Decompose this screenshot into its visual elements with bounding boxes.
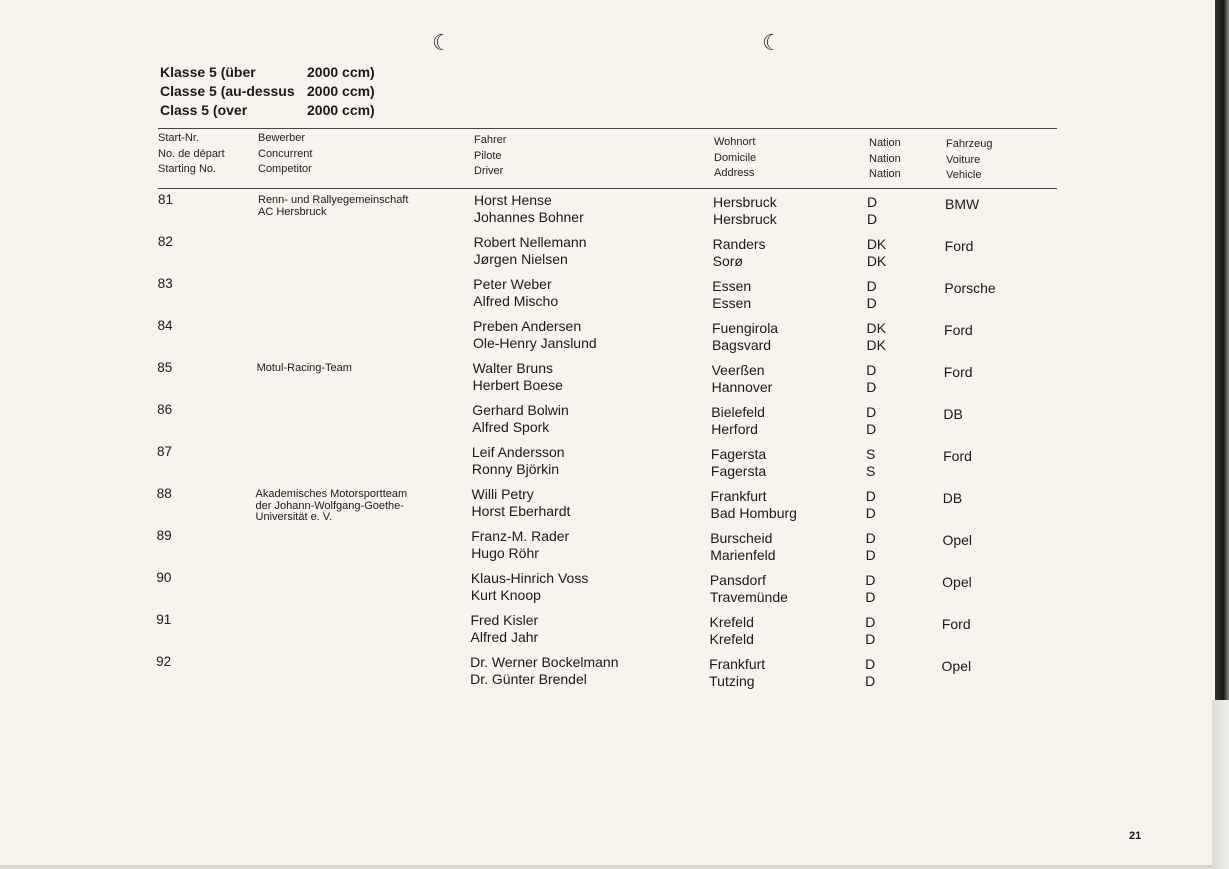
class-title-ccm: 2000 ccm) — [307, 102, 375, 118]
driver-name: Walter Bruns — [472, 360, 553, 376]
residence-town: Krefeld — [709, 631, 754, 647]
start-number: 83 — [157, 276, 173, 291]
nation-code: D — [865, 631, 876, 647]
header-label: Wohnort — [714, 136, 756, 148]
driver-name: Alfred Spork — [472, 419, 550, 435]
competitor-line: AC Hersbruck — [258, 205, 327, 218]
nation-code: D — [865, 572, 876, 588]
header-label: Bewerber — [258, 132, 306, 144]
residence-town: Hersbruck — [713, 211, 777, 227]
vehicle-make: Opel — [942, 532, 973, 548]
punch-hole-icon: ☾ — [432, 31, 452, 56]
competitor-line: Motul-Racing-Team — [256, 362, 352, 374]
residence-town: Hersbruck — [713, 194, 777, 210]
nation-code: D — [865, 614, 876, 630]
driver-name: Herbert Boese — [472, 377, 563, 393]
vehicle-make: Porsche — [944, 280, 996, 296]
vehicle-make: BMW — [945, 196, 980, 212]
nation-code: D — [866, 295, 877, 311]
driver-name: Preben Andersen — [472, 318, 582, 334]
nation-code: D — [866, 379, 877, 395]
vehicle-make: DB — [943, 406, 963, 422]
nation-code: D — [865, 530, 876, 546]
start-number: 92 — [156, 654, 172, 669]
start-number: 84 — [157, 318, 173, 333]
residence-town: Frankfurt — [709, 656, 766, 672]
class-title-label: Classe 5 (au-dessus — [160, 83, 295, 99]
residence-town: Randers — [712, 236, 766, 252]
nation-code: D — [865, 488, 876, 504]
start-number: 86 — [157, 402, 173, 417]
residence-town: Bad Homburg — [710, 505, 797, 521]
header-label: Pilote — [474, 149, 502, 162]
nation-code: DK — [866, 253, 887, 269]
residence-town: Fuengirola — [711, 320, 779, 336]
vehicle-make: Ford — [941, 616, 971, 632]
residence-town: Bagsvard — [711, 337, 772, 353]
header-residence — [714, 135, 756, 182]
residence-town: Fagersta — [710, 463, 767, 479]
nation-code: D — [867, 194, 878, 210]
driver-name: Ole-Henry Janslund — [472, 335, 597, 351]
nation-code: DK — [866, 337, 886, 353]
header-label: Fahrzeug — [946, 138, 993, 150]
header-label: Vehicle — [946, 169, 982, 181]
header-nation — [869, 136, 901, 183]
header-competitor — [258, 131, 312, 178]
residence-town: Herford — [711, 421, 758, 437]
header-label: Driver — [474, 165, 504, 177]
header-label: Start-Nr. — [158, 132, 199, 144]
class-title-label: Klasse 5 (über — [160, 64, 256, 80]
competitor-line: Universität e. V. — [255, 511, 333, 523]
driver-name: Johannes Bohner — [474, 209, 584, 225]
driver-name: Fred Kisler — [470, 612, 539, 628]
vehicle-make: Ford — [944, 322, 973, 338]
residence-town: Tutzing — [709, 673, 755, 689]
driver-name: Leif Andersson — [471, 444, 565, 460]
residence-town: Bielefeld — [711, 404, 765, 420]
residence-town: Krefeld — [709, 614, 754, 630]
nation-code: D — [865, 656, 876, 672]
nation-code: DK — [866, 320, 886, 336]
residence-town: Burscheid — [710, 530, 773, 546]
header-label: Nation — [869, 152, 901, 165]
nation-code: D — [866, 421, 877, 437]
nation-code: D — [867, 211, 878, 227]
driver-name: Alfred Mischo — [473, 293, 559, 309]
start-number: 85 — [157, 360, 173, 375]
header-label: Nation — [869, 168, 901, 180]
header-label: No. de départ — [158, 147, 225, 160]
residence-town: Veerßen — [711, 362, 765, 378]
vehicle-make: Opel — [942, 574, 972, 590]
driver-name: Dr. Werner Bockelmann — [470, 654, 619, 670]
residence-town: Marienfeld — [710, 547, 776, 563]
residence-town: Travemünde — [709, 589, 788, 605]
start-number: 91 — [156, 612, 172, 627]
class-title-ccm: 2000 ccm) — [307, 64, 375, 80]
header-vehicle — [946, 137, 992, 184]
nation-code: D — [865, 547, 876, 563]
nation-code: S — [865, 446, 876, 462]
residence-town: Sorø — [712, 253, 743, 269]
start-number: 87 — [156, 444, 172, 459]
nation-code: D — [865, 505, 876, 521]
vehicle-make: Ford — [943, 364, 973, 380]
vehicle-make: Ford — [943, 448, 972, 464]
vehicle-make: Opel — [941, 658, 972, 674]
header-driver — [474, 133, 506, 180]
start-number: 81 — [158, 192, 174, 207]
header-label: Starting No. — [158, 163, 217, 175]
driver-name: Gerhard Bolwin — [472, 402, 569, 418]
driver-name: Klaus-Hinrich Voss — [470, 570, 589, 586]
driver-name: Horst Hense — [474, 192, 552, 208]
header-top-rule — [158, 128, 1057, 129]
driver-name: Robert Nellemann — [473, 234, 587, 250]
header-label: Concurrent — [258, 147, 313, 160]
competitor-line: Renn- und Rallyegemeinschaft — [258, 194, 409, 206]
competitor-line: der Johann-Wolfgang-Goethe- — [255, 499, 404, 512]
driver-name: Kurt Knoop — [470, 587, 541, 603]
driver-name: Horst Eberhardt — [471, 503, 571, 519]
start-number: 82 — [157, 234, 173, 249]
residence-town: Frankfurt — [710, 488, 767, 504]
header-label: Domicile — [714, 151, 757, 164]
residence-town: Essen — [712, 295, 752, 311]
vehicle-make: DB — [942, 490, 963, 506]
header-bottom-rule — [158, 188, 1057, 189]
punch-hole-icon: ☾ — [762, 31, 782, 56]
driver-name: Franz-M. Rader — [471, 528, 570, 544]
class-title-ccm: 2000 ccm) — [307, 83, 375, 99]
residence-town: Essen — [712, 278, 752, 294]
page-number: 21 — [1129, 830, 1142, 842]
driver-name: Willi Petry — [471, 486, 534, 502]
vehicle-make: Ford — [944, 238, 974, 254]
header-label: Competitor — [258, 163, 312, 175]
residence-town: Pansdorf — [709, 572, 766, 588]
nation-code: DK — [866, 236, 887, 252]
nation-code: D — [865, 673, 876, 689]
driver-name: Peter Weber — [473, 276, 552, 292]
residence-town: Fagersta — [710, 446, 767, 462]
header-start-number — [158, 131, 225, 178]
header-label: Nation — [869, 137, 901, 149]
competitor-line: Akademisches Motorsportteam — [255, 488, 408, 500]
next-page-edge — [1212, 700, 1229, 869]
start-number: 90 — [156, 570, 172, 585]
nation-code: D — [866, 404, 877, 420]
start-number: 89 — [156, 528, 172, 543]
nation-code: S — [865, 463, 876, 479]
residence-town: Hannover — [711, 379, 773, 395]
nation-code: D — [866, 362, 877, 378]
class-title-label: Class 5 (over — [160, 102, 248, 118]
driver-name: Alfred Jahr — [470, 629, 539, 645]
driver-name: Hugo Röhr — [471, 545, 539, 561]
driver-name: Jørgen Nielsen — [473, 251, 568, 267]
nation-code: D — [866, 278, 877, 294]
header-label: Address — [714, 167, 755, 179]
driver-name: Ronny Björkin — [471, 461, 560, 477]
header-label: Fahrer — [474, 134, 507, 146]
nation-code: D — [865, 589, 876, 605]
start-number: 88 — [156, 486, 172, 501]
header-label: Voiture — [946, 153, 981, 166]
driver-name: Dr. Günter Brendel — [470, 671, 587, 687]
